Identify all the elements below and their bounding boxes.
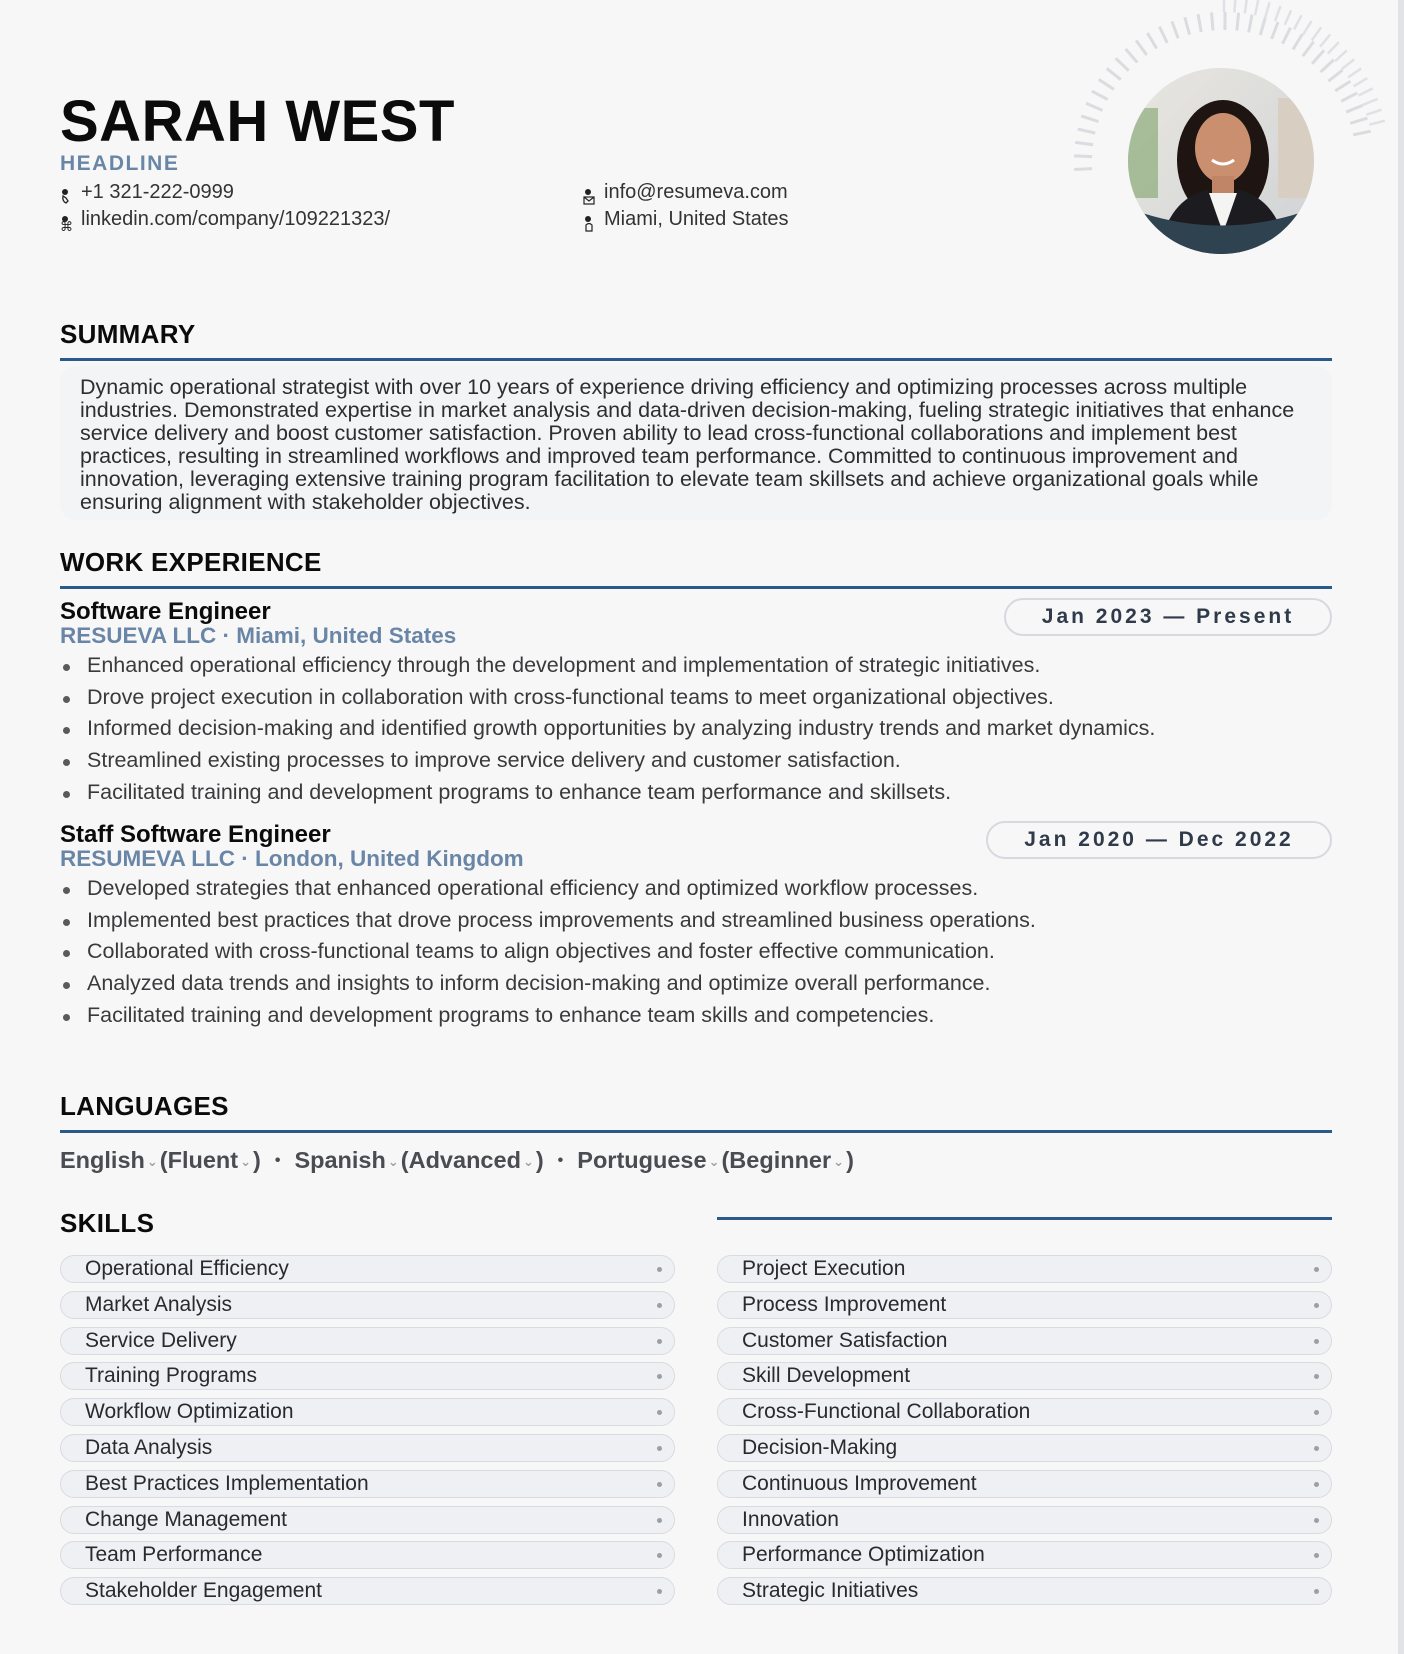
contact-location [581,208,789,231]
contact-email[interactable] [581,181,788,204]
separator-dot: • [274,1151,281,1169]
language-name: Portuguese [577,1147,707,1173]
job-bullet: Drove project execution in collaboration with cross-functional teams to meet organizational objectives. [60,682,1340,714]
skill-label: Training Programs [85,1364,257,1388]
skill-label: Workflow Optimization [85,1400,294,1424]
chevron-down-icon: ⌄ [146,1153,158,1169]
summary-title: SUMMARY [60,319,196,349]
mail-icon [581,186,601,206]
skill-label: Change Management [85,1507,287,1531]
contact-phone[interactable] [58,181,234,204]
job-dates: Jan 2020 — Dec 2022 [986,821,1332,859]
skills-divider [717,1217,1332,1220]
job-bullet: Enhanced operational efficiency through the development and implementation of strategic initiatives. [60,650,1340,682]
skill-label: Market Analysis [85,1292,233,1316]
skill-dot-icon [1314,1303,1319,1308]
skill-dot-icon [1314,1518,1319,1523]
skill-label: Performance Optimization [742,1543,985,1567]
skill-dot-icon [1314,1553,1319,1558]
skill-dot-icon [657,1267,662,1272]
chevron-down-icon: ⌄ [522,1153,534,1169]
languages-list: English ⌄ ( Fluent ⌄ ) • Spanish ⌄ ( Advanced ⌄ ) • Portuguese ⌄ ( Beginner ⌄ ) [60,1147,854,1173]
summary-divider [60,358,1332,361]
job-bullet: Implemented best practices that drove process improvements and streamlined business operations. [60,905,1340,937]
skill-dot-icon [657,1518,662,1523]
skill-pill [717,1327,1332,1355]
job-bullet: Facilitated training and development programs to enhance team performance and skillsets. [60,777,1340,809]
skill-dot-icon [657,1553,662,1558]
experience-divider [60,586,1332,589]
skills-title: SKILLS [60,1208,155,1238]
skill-label: Decision-Making [742,1436,898,1459]
svg-text:⌘: ⌘ [60,219,73,233]
location-text: Miami, United States [604,208,789,230]
location-pin-icon [581,213,601,233]
skill-label: Service Delivery [85,1328,237,1352]
language-name: English [60,1147,145,1173]
skill-dot-icon [657,1482,662,1487]
skill-dot-icon [1314,1410,1319,1415]
chevron-down-icon: ⌄ [833,1153,845,1169]
job-bullet: Streamlined existing processes to improve service delivery and customer satisfaction. [60,745,1340,777]
linkedin-text: linkedin.com/company/109221323/ [81,208,391,230]
skill-pill [60,1577,675,1605]
phone-icon [58,186,78,206]
skill-dot-icon [657,1410,662,1415]
skill-dot-icon [657,1339,662,1344]
skill-label: Process Improvement [742,1292,947,1316]
skill-pill [717,1398,1332,1426]
skill-pill [717,1577,1332,1605]
skill-label: Team Performance [85,1543,263,1567]
skill-pill [60,1434,675,1462]
phone-text: +1 321-222-0999 [81,181,234,203]
summary-text: Dynamic operational strategist with over 10 years of experience driving efficiency and optimizing processes across multiple industries. Demonstrated expertise in market analysis and data-driven decision-making, fueling strategic initiatives that enhance service delivery and boost customer satisfaction. Proven ability to lead cross-functional collaborations and implement best practices, resulting in streamlined workflows and improved team performance. Committed to continuous improvement and innovation, leveraging extensive training program facilitation to elevate team skillsets and achieve organizational goals while ensuring alignment with stakeholder objectives. [80,375,1295,514]
separator-dot: • [557,1151,564,1169]
job-company: RESUEVA LLC · Miami, United States [60,623,457,648]
skill-label: Skill Development [742,1364,911,1388]
headline: HEADLINE [60,152,180,175]
skill-label: Stakeholder Engagement [85,1579,322,1603]
profile-photo [1128,68,1314,254]
skill-pill [717,1434,1332,1462]
skill-label: Customer Satisfaction [742,1328,948,1352]
language-name: Spanish [294,1147,386,1173]
skill-dot-icon [657,1446,662,1451]
job-bullet: Developed strategies that enhanced operational efficiency and optimized workflow processes. [60,873,1340,905]
job-dates: Jan 2023 — Present [1004,598,1332,636]
skill-pill [717,1255,1332,1283]
skill-dot-icon [1314,1446,1319,1451]
skill-pill [60,1291,675,1319]
language-level: Fluent [167,1147,239,1173]
job-bullet: Analyzed data trends and insights to inform decision-making and optimize overall performance. [60,968,1340,1000]
language-level: Beginner [729,1147,832,1173]
skill-pill [717,1470,1332,1498]
job-bullet: Facilitated training and development programs to enhance team skills and competencies. [60,1000,1340,1032]
job-bullets [60,873,1340,1031]
languages-divider [60,1130,1332,1133]
skill-dot-icon [657,1374,662,1379]
page-edge [1398,0,1404,1654]
skill-pill [717,1291,1332,1319]
skill-pill [60,1398,675,1426]
skill-label: Strategic Initiatives [742,1579,919,1603]
skill-label: Project Execution [742,1257,906,1280]
job-title: Staff Software Engineer [60,821,331,848]
job-bullet: Collaborated with cross-functional teams to align objectives and foster effective communication. [60,936,1340,968]
skill-pill [717,1362,1332,1390]
job-bullets [60,650,1340,808]
skill-label: Data Analysis [85,1436,213,1459]
skill-dot-icon [1314,1267,1319,1272]
job-bullet: Informed decision-making and identified growth opportunities by analyzing industry trends and market dynamics. [60,713,1340,745]
skill-pill [60,1327,675,1355]
languages-title: LANGUAGES [60,1091,229,1121]
candidate-name: SARAH WEST [60,89,455,154]
job-title: Software Engineer [60,598,271,625]
skill-dot-icon [1314,1589,1319,1594]
skill-label: Operational Efficiency [85,1257,289,1280]
email-text: info@resumeva.com [604,181,788,203]
skill-pill [60,1470,675,1498]
skill-pill [60,1506,675,1534]
chevron-down-icon: ⌄ [387,1153,399,1169]
contact-linkedin[interactable] [58,208,390,231]
skill-pill [60,1541,675,1569]
language-level: Advanced [408,1147,521,1173]
skill-dot-icon [1314,1339,1319,1344]
chevron-down-icon: ⌄ [240,1153,252,1169]
skill-label: Innovation [742,1507,839,1531]
skill-pill [717,1541,1332,1569]
skill-pill [717,1506,1332,1534]
skill-dot-icon [657,1589,662,1594]
chevron-down-icon: ⌄ [708,1153,720,1169]
skill-pill [60,1362,675,1390]
skill-dot-icon [1314,1482,1319,1487]
job-company: RESUMEVA LLC · London, United Kingdom [60,846,524,871]
experience-title: WORK EXPERIENCE [60,547,322,577]
skill-dot-icon [657,1303,662,1308]
skill-label: Cross-Functional Collaboration [742,1400,1031,1424]
skill-label: Continuous Improvement [742,1471,977,1495]
skill-label: Best Practices Implementation [85,1471,369,1495]
link-icon [58,213,78,233]
skill-dot-icon [1314,1374,1319,1379]
skill-pill [60,1255,675,1283]
